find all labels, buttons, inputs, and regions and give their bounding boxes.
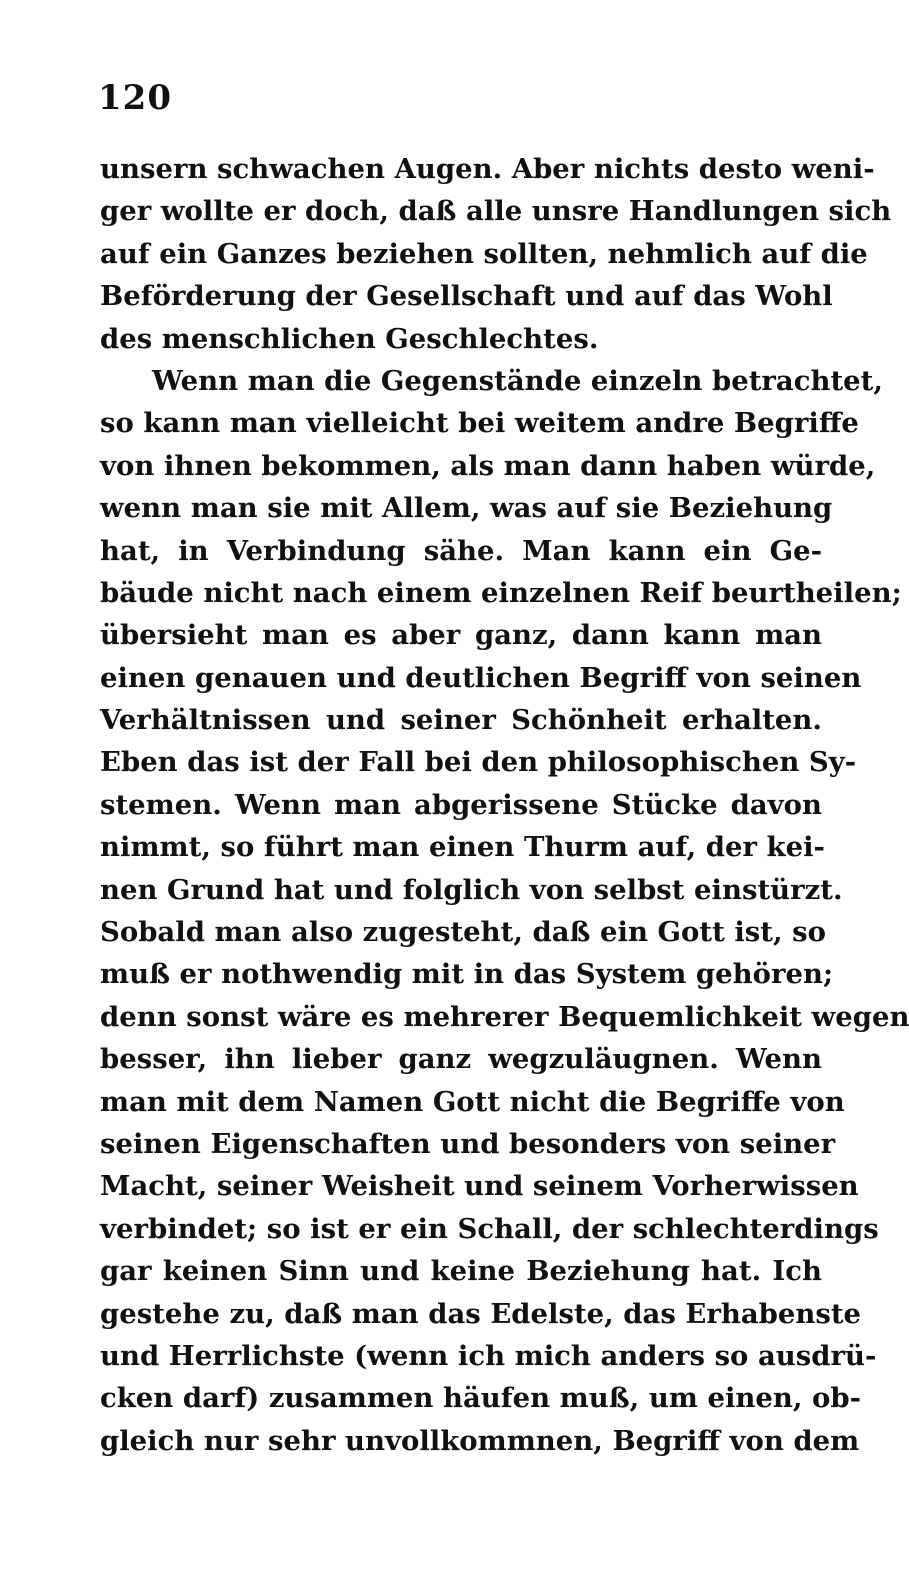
text-line: seinen Eigenschaften und besonders von seiner <box>100 1127 836 1160</box>
text-line: so kann man vielleicht bei weitem andre Begriffe <box>100 407 859 440</box>
text-line: cken darf) zusammen häufen muß, um einen, ob- <box>100 1382 862 1415</box>
text-line: besser, ihn lieber ganz wegzuläugnen. Wenn <box>100 1043 822 1076</box>
text-line: man mit dem Namen Gott nicht die Begriffe von <box>100 1085 845 1118</box>
text-line: übersieht man es aber ganz, dann kann man <box>100 619 822 652</box>
text-line: bäude nicht nach einem einzelnen Reif beurtheilen; <box>100 576 902 609</box>
text-line: von ihnen bekommen, als man dann haben würde, <box>100 449 876 482</box>
text-line: unsern schwachen Augen. Aber nichts desto weni- <box>100 153 875 185</box>
text-line: Beförderung der Gesellschaft und auf das Wohl <box>100 280 833 313</box>
text-line: Sobald man also zugesteht, daß ein Gott ist, so <box>100 916 826 949</box>
text-line: Eben das ist der Fall bei den philosophischen Sy- <box>100 746 857 779</box>
text-line: Macht, seiner Weisheit und seinem Vorherwissen <box>100 1170 859 1203</box>
text-line: des menschlichen Geschlechtes. <box>100 322 599 355</box>
text-line: hat, in Verbindung sähe. Man kann ein Ge- <box>100 534 822 567</box>
text-line: muß er nothwendig mit in das System gehören; <box>100 958 834 991</box>
text-line: nen Grund hat und folglich von selbst einstürzt. <box>100 873 843 906</box>
text-line: und Herrlichste (wenn ich mich anders so ausdrü- <box>100 1339 877 1372</box>
text-line: ger wollte er doch, daß alle unsre Handlungen sich <box>100 195 892 228</box>
text-line: gestehe zu, daß man das Edelste, das Erhabenste <box>100 1297 862 1330</box>
text-line: nimmt, so führt man einen Thurm auf, der kei- <box>100 831 825 864</box>
text-line: Verhältnissen und seiner Schönheit erhalten. <box>100 704 822 737</box>
text-line: stemen. Wenn man abgerissene Stücke davon <box>100 788 822 821</box>
text-line: Wenn man die Gegenstände einzeln betrachtet, <box>152 364 883 397</box>
text-line: gleich nur sehr unvollkommnen, Begriff von dem <box>100 1424 860 1457</box>
text-line: verbindet; so ist er ein Schall, der schlechterdings <box>100 1212 879 1245</box>
text-line: gar keinen Sinn und keine Beziehung hat. Ich <box>100 1255 822 1288</box>
text-line: auf ein Ganzes beziehen sollten, nehmlich auf die <box>100 237 868 270</box>
text-line: einen genauen und deutlichen Begriff von seinen <box>100 661 862 694</box>
text-line: wenn man sie mit Allem, was auf sie Beziehung <box>100 492 833 525</box>
page-number: 120 <box>98 78 172 118</box>
text-line: denn sonst wäre es mehrerer Bequemlichkeit wegen <box>100 1000 909 1033</box>
body-text <box>100 148 909 1462</box>
